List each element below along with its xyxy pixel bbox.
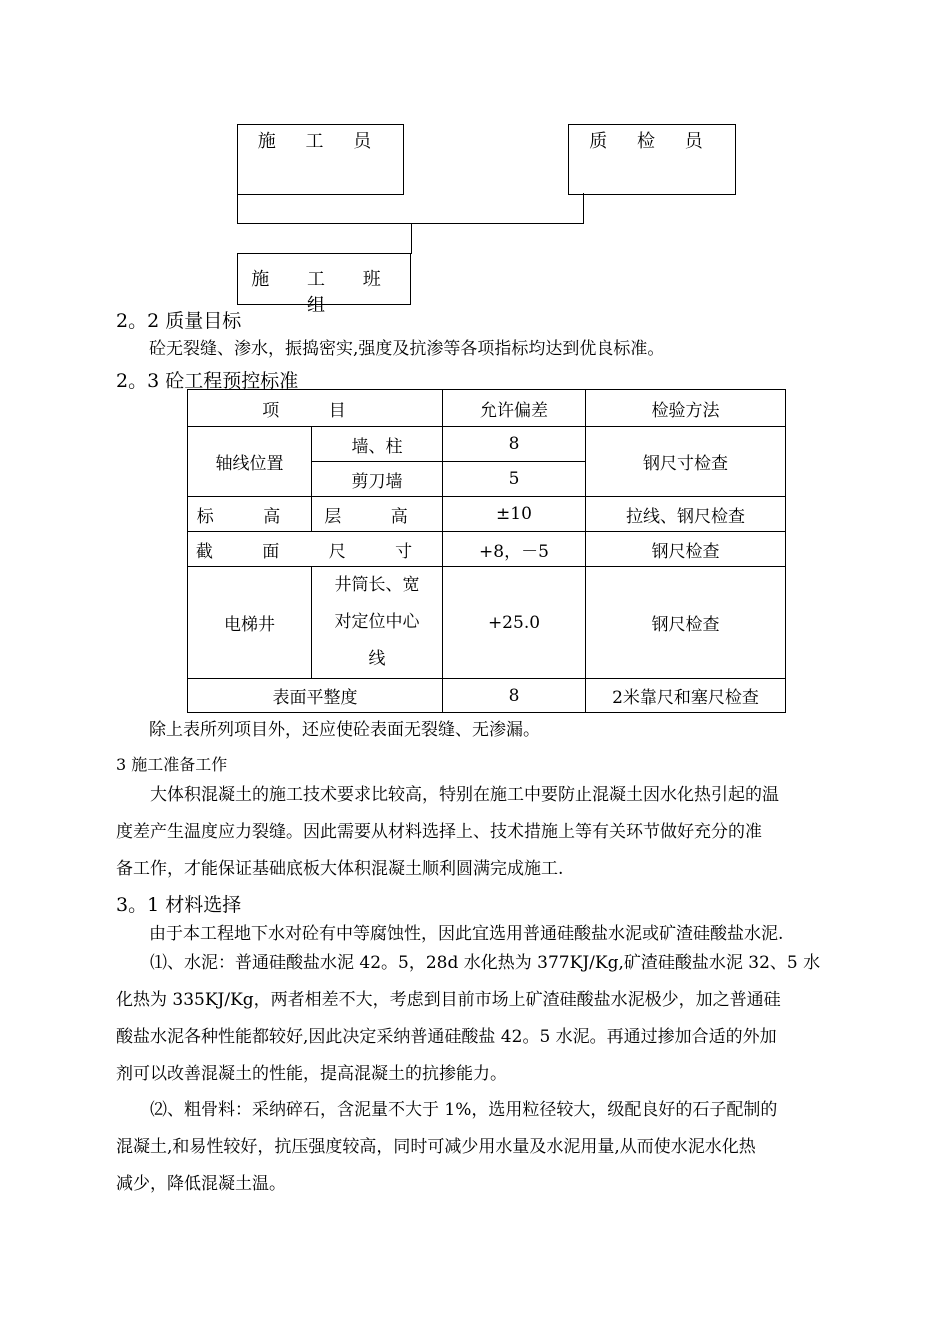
section-size-method: 钢尺检查 (586, 532, 786, 567)
floor-height-cell: 层 高 (312, 497, 443, 532)
elevator-method: 钢尺检查 (586, 567, 786, 679)
section-2-2-body: 砼无裂缝、渗水，振捣密实,强度及抗渗等各项指标均达到优良标准。 (149, 339, 665, 359)
axis-method-cell: 钢尺寸检查 (586, 427, 786, 497)
section-3-line-2: 度差产生温度应力裂缝。因此需要从材料选择上、技术措施上等有关环节做好充分的准 (116, 822, 762, 842)
section-2-2-title: 2。2 质量目标 (116, 310, 242, 332)
cement-paragraph (116, 945, 876, 1093)
wall-column-cell: 墙、柱 (312, 427, 443, 462)
section-3-1-title: 3。1 材料选择 (116, 894, 242, 916)
surface-flatness-tolerance: 8 (443, 679, 586, 713)
floor-height-method: 拉线、钢尺检查 (586, 497, 786, 532)
shear-wall-cell: 剪刀墙 (312, 462, 443, 497)
aggregate-paragraph (116, 1092, 876, 1203)
elevator-item-line-3: 线 (368, 649, 386, 669)
cement-line-2: 化热为 335KJ/Kg，两者相差不大，考虑到目前市场上矿渣硅酸盐水泥极少，加之普通硅 (116, 990, 781, 1010)
surface-flatness-cell: 表面平整度 (188, 679, 443, 713)
construction-worker-box (237, 124, 404, 195)
elevator-item-line-1: 井筒长、宽 (334, 575, 420, 595)
section-3-title: 3 施工准备工作 (116, 755, 228, 774)
section-3-line-3: 备工作，才能保证基础底板大体积混凝土顺利圆满完成施工. (116, 859, 564, 879)
surface-flatness-method: 2米靠尺和塞尺检查 (586, 679, 786, 713)
header-item: 项 目 (188, 390, 443, 427)
aggregate-line-2: 混凝土,和易性较好，抗压强度较高，同时可减少用水量及水泥用量,从而使水泥水化热 (116, 1137, 756, 1157)
section-2-3-note: 除上表所列项目外，还应使砼表面无裂缝、无渗漏。 (149, 720, 540, 740)
construction-worker-label: 施 工 员 (257, 131, 384, 152)
elevator-item-cell (312, 567, 443, 679)
axis-position-cell: 轴线位置 (188, 427, 312, 497)
section-3-line-1: 大体积混凝土的施工技术要求比较高，特别在施工中要防止混凝土因水化热引起的温 (150, 785, 779, 805)
cement-line-4: 剂可以改善混凝土的性能，提高混凝土的抗掺能力。 (116, 1064, 507, 1084)
elevation-cell: 标 高 (188, 497, 312, 532)
section-3-1-intro: 由于本工程地下水对砼有中等腐蚀性，因此宜选用普通硅酸盐水泥或矿渣硅酸盐水泥. (149, 924, 784, 944)
section-2-3-title: 2。3 砼工程预控标准 (116, 370, 299, 392)
elevator-tolerance: +25.0 (443, 567, 586, 679)
section-size-tolerance: +8，－5 (443, 532, 586, 567)
quality-inspector-label: 质 检 员 (589, 131, 715, 152)
connector-right-vertical (583, 193, 584, 224)
elevator-shaft-cell: 电梯井 (188, 567, 312, 679)
elevator-item-line-2: 对定位中心 (334, 612, 420, 632)
wall-column-tolerance: 8 (443, 427, 586, 462)
connector-left-vertical (237, 193, 238, 224)
section-3-body (116, 777, 876, 888)
connector-down (411, 223, 412, 254)
header-tolerance: 允许偏差 (443, 390, 586, 427)
tolerance-table (187, 389, 786, 713)
aggregate-line-3: 减少，降低混凝土温。 (116, 1174, 286, 1194)
construction-team-box (237, 253, 411, 316)
shear-wall-tolerance: 5 (443, 462, 586, 497)
cement-line-3: 酸盐水泥各种性能都较好,因此决定采纳普通硅酸盐 42。5 水泥。再通过掺加合适的外加 (116, 1027, 777, 1047)
section-size-cell: 截 面 尺 寸 (188, 532, 443, 567)
floor-height-tolerance: ±10 (443, 497, 586, 532)
aggregate-line-1: ⑵、粗骨料：采纳碎石，含泥量不大于 1%，选用粒径较大，级配良好的石子配制的 (150, 1100, 778, 1120)
construction-team-label: 施 工 班 组 (251, 269, 397, 316)
quality-inspector-box (568, 124, 736, 195)
cement-line-1: ⑴、水泥：普通硅酸盐水泥 42。5，28d 水化热为 377KJ/Kg,矿渣硅酸盐水泥 32、5 水 (150, 953, 821, 973)
header-method: 检验方法 (586, 390, 786, 427)
